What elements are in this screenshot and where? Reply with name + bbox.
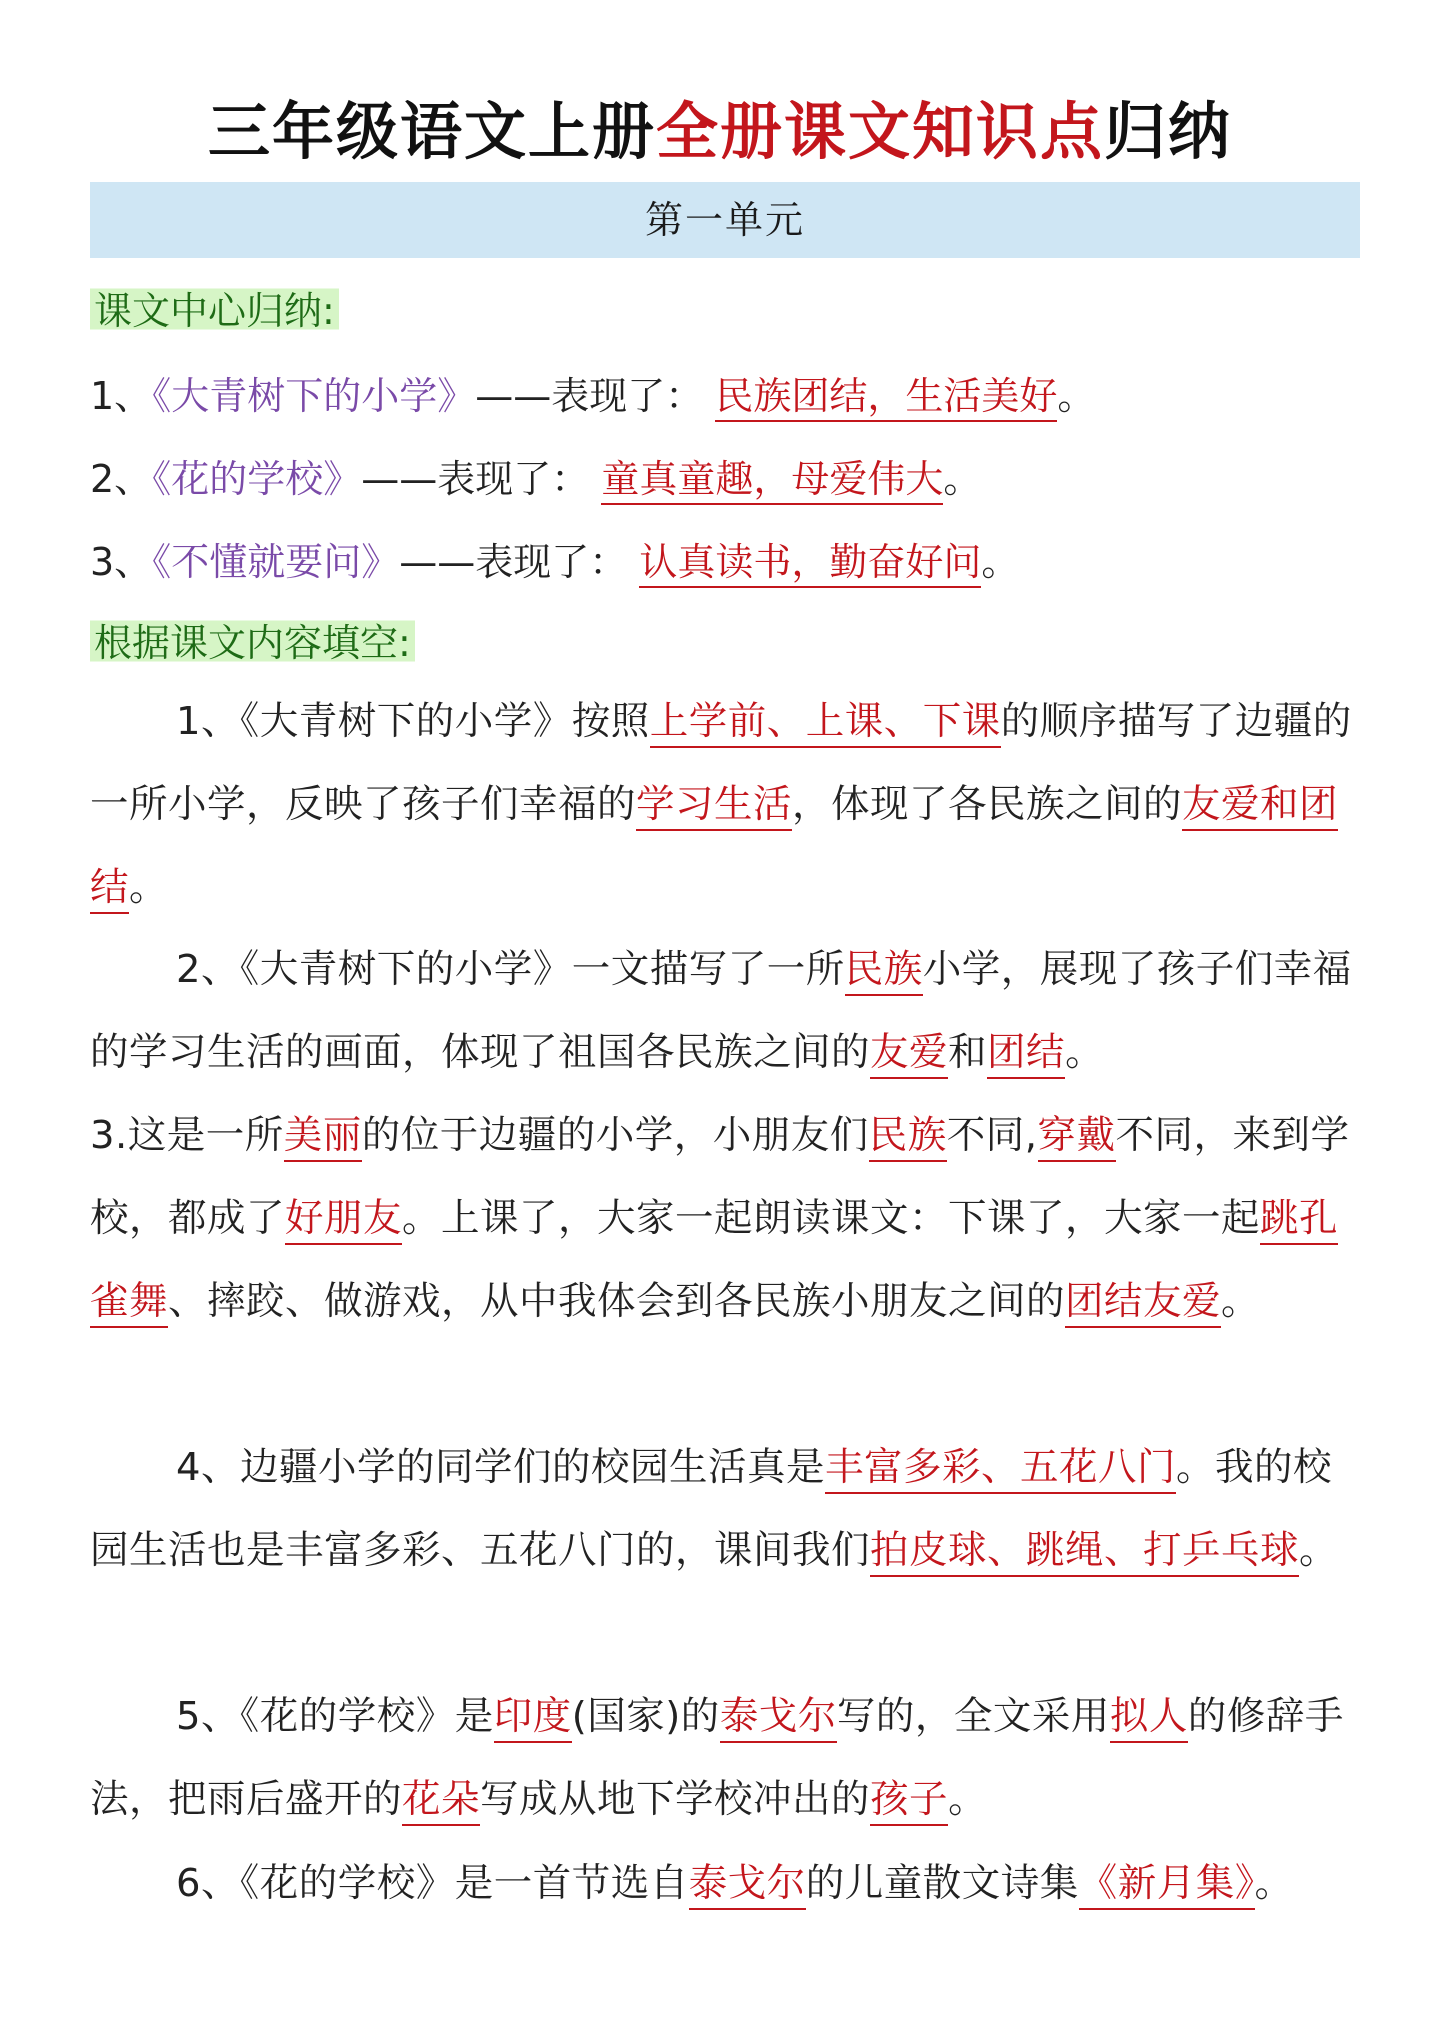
summary-dash: ——表现了： [361,457,590,501]
summary-item-1 [90,365,1095,420]
answer: 学习生活 [636,782,792,831]
text: ，体现了各民族之间的 [792,782,1183,827]
answer: 丰富多彩、五花八门 [825,1445,1176,1494]
book-title: 《花的学校》 [152,457,362,501]
title-prefix: 三年级语文上册 [207,95,656,168]
answer: 上学前、上课、下课 [650,699,1001,748]
summary-num: 2、 [90,457,153,501]
answer: 印度 [494,1694,572,1743]
text: 4、边疆小学的同学们的校园生活真是 [176,1445,825,1490]
text: 、摔跤、做游戏，从中我体会到各民族小朋友之间的 [168,1279,1066,1324]
answer: 团结友爱 [1065,1279,1221,1328]
text: 和 [948,1030,988,1075]
fill-paragraph-2 [90,928,1360,1094]
answer: 《新月集》 [1079,1861,1255,1910]
text: 。我的校园生活也是丰富多彩、五花八门的，课间我们 [90,1445,1333,1573]
text: 写成从地下学校冲出的 [480,1777,871,1822]
text: 的顺序描写了边疆的一所小学，反映了孩子们幸福的 [90,699,1352,827]
text: 的修辞手法，把雨后盛开的 [90,1694,1344,1822]
text: 。 [1299,1528,1339,1573]
text: 。 [1221,1279,1261,1324]
answer: 好朋友 [285,1196,402,1245]
text: 不同，来到学校，都成了 [90,1113,1350,1241]
answer: 民族团结，生活美好 [715,374,1057,422]
text: 2、《大青树下的小学》一文描写了一所 [176,947,845,992]
text: 的儿童散文诗集 [805,1861,1079,1906]
fill-paragraph-1 [90,680,1360,929]
answer: 泰戈尔 [720,1694,837,1743]
answer: 穿戴 [1038,1113,1116,1162]
summary-item-3 [90,531,1019,586]
text: 的位于边疆的小学，小朋友们 [361,1113,869,1158]
fill-paragraph-4 [90,1426,1360,1592]
text: 。 [1065,1030,1105,1075]
text: 。上课了，大家一起朗读课文：下课了，大家一起 [402,1196,1261,1241]
text: 。 [948,1777,988,1822]
title-highlight: 全册课文知识点 [655,95,1104,168]
answer: 民族 [845,947,923,996]
fill-paragraph-6 [90,1842,1360,1925]
answer: 泰戈尔 [689,1861,806,1910]
summary-item-2 [90,448,981,503]
summary-num: 3、 [90,540,153,584]
answer: 民族 [869,1113,947,1162]
text: (国家)的 [571,1694,720,1739]
page-title [0,82,1440,171]
text: 3.这是一所 [90,1113,284,1158]
answer: 友爱和团结 [90,782,1338,914]
summary-dash: ——表现了： [399,540,628,584]
unit-header: 第一单元 [90,182,1360,258]
text: 小学，展现了孩子们幸福的学习生活的画面，体现了祖国各民族之间的 [90,947,1352,1075]
summary-end: 。 [1057,374,1096,418]
fill-paragraph-5 [90,1675,1360,1841]
book-title: 《不懂就要问》 [152,540,400,584]
title-suffix: 归纳 [1104,95,1233,168]
text: 5、《花的学校》是 [176,1694,494,1739]
answer: 跳孔雀舞 [90,1196,1338,1328]
text: 不同, [946,1113,1038,1158]
text: 写的，全文采用 [836,1694,1110,1739]
text: 。 [1254,1861,1294,1906]
text: 6、《花的学校》是一首节选自 [176,1861,689,1906]
answer: 拟人 [1110,1694,1188,1743]
section-label-fill-blank: 根据课文内容填空: [90,612,415,667]
summary-end: 。 [981,540,1020,584]
answer: 美丽 [284,1113,362,1162]
summary-dash: ——表现了： [475,374,704,418]
section-label-summary: 课文中心归纳: [90,280,339,335]
answer: 拍皮球、跳绳、打乒乓球 [870,1528,1299,1577]
answer: 孩子 [870,1777,948,1826]
answer: 童真童趣，母爱伟大 [601,457,943,505]
answer: 花朵 [402,1777,480,1826]
summary-num: 1、 [90,374,153,418]
answer: 友爱 [870,1030,948,1079]
fill-paragraph-3 [90,1094,1360,1343]
answer: 认真读书，勤奋好问 [639,540,981,588]
text: 1、《大青树下的小学》按照 [176,699,650,744]
summary-end: 。 [943,457,982,501]
answer: 团结 [987,1030,1065,1079]
book-title: 《大青树下的小学》 [152,374,476,418]
text: 。 [129,865,169,910]
